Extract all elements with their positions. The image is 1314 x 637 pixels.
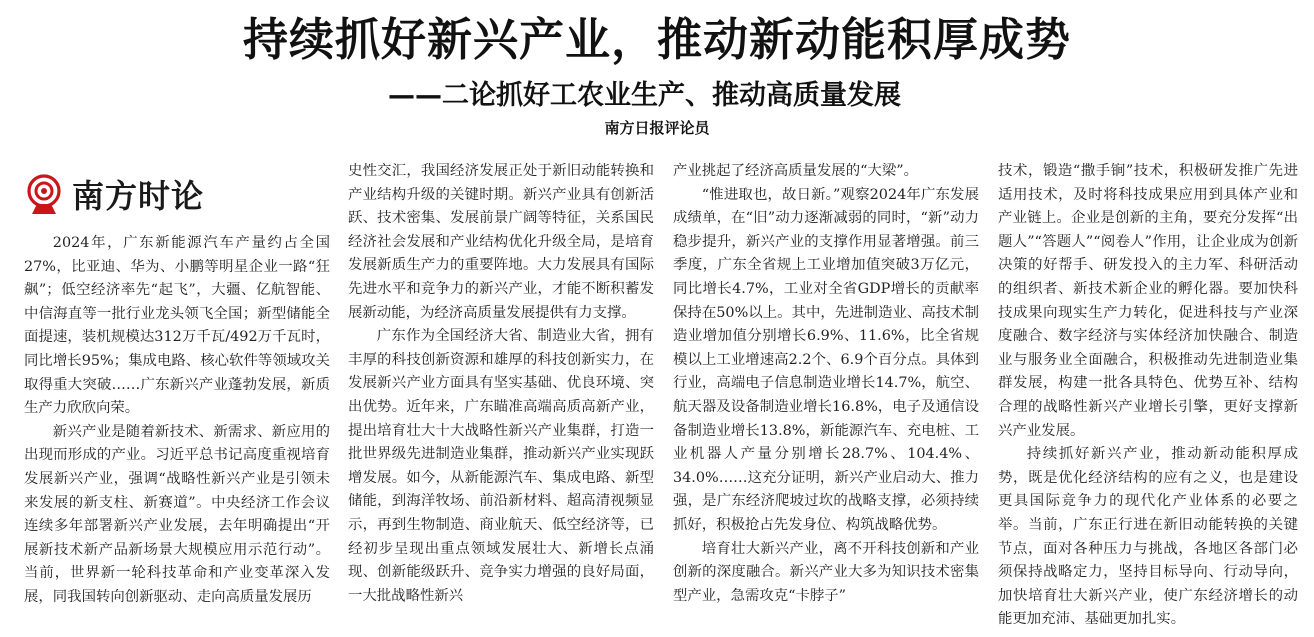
text-column-1: [24, 232, 330, 637]
paragraph: 广东作为全国经济大省、制造业大省，拥有丰厚的科技创新资源和雄厚的科技创新实力，在发展新兴产业方面具有坚实基础、优良环境、突出优势。近年来，广东瞄准高端高质高新产业，提出培育壮大十大战略性新兴产业集群，打造一批世界级先进制造业集群，推动新兴产业实现跃增发展。如今，从新能源汽车、集成电路、新型储能，到海洋牧场、前沿新材料、超高清视频显示，再到生物制造、商业航天、低空经济等，已经初步呈现出重点领域发展壮大、新增长点涌现、创新能级跃升、竞争实力增强的良好局面，一大批战略性新兴: [348, 328, 654, 604]
column-logo: [24, 170, 324, 222]
paragraph: 新兴产业是随着新技术、新需求、新应用的出现而形成的产业。习近平总书记高度重视培育发展新兴产业，强调“战略性新兴产业是引领未来发展的新支柱、新赛道”。中央经济工作会议连续多年部署新兴产业发展，去年明确提出“开展新技术新产品新场景大规模应用示范行动”。当前，世界新一轮科技革命和产业变革深入发展，同我国转向创新驱动、走向高质量发展历: [24, 423, 330, 605]
paragraph: 持续抓好新兴产业，推动新动能积厚成势，既是优化经济结构的应有之义，也是建设更具国际竞争力的现代化产业体系的必要之举。当前，广东正行进在新旧动能转换的关键节点，面对各种压力与挑战，各地区各部门必须保持战略定力，坚持目标导向、行动导向，加快培育壮大新兴产业，使广东经济增长的动能更加充沛、基础更加扎实。: [998, 446, 1298, 628]
microphone-icon: [24, 174, 64, 218]
headline: 持续抓好新兴产业，推动新动能积厚成势: [242, 13, 1071, 66]
subheadline: ——二论抓好工农业生产、推动高质量发展: [388, 80, 901, 111]
text-column-3: [673, 160, 979, 637]
column-logo-title: 南方时论: [72, 177, 205, 215]
byline: 南方日报评论员: [604, 119, 710, 137]
paragraph: “惟进取也，故日新。”观察2024年广东发展成绩单，在“旧”动力逐渐减弱的同时，“新”动力稳步提升，新兴产业的支撑作用显著增强。前三季度，广东全省规上工业增加值突破3万亿元，同比增长4.7%，工业对全省GDP增长的贡献率保持在50%以上。其中，先进制造业、高技术制造业增加值分别增长6.9%、11.6%，比全省规模以上工业增速高2.2个、6.9个百分点。具体到行业，高端电子信息制造业增长14.7%，航空、航天器及设备制造业增长16.8%，电子及通信设备制造业增长13.8%，新能源汽车、充电桩、工业机器人产量分别增长28.7%、104.4%、34.0%……这充分证明，新兴产业启动大、推力强，是广东经济爬坡过坎的战略支撑，必须持续抓好，积极抢占先发身位、构筑战略优势。: [673, 186, 979, 533]
paragraph: 史性交汇，我国经济发展正处于新旧动能转换和产业结构升级的关键时期。新兴产业具有创新活跃、技术密集、发展前景广阔等特征，关系国民经济社会发展和产业结构优化升级全局，是培育发展新质生产力的重要阵地。大力发展具有国际先进水平和竞争力的新兴产业，才能不断积蓄发展新动能，为经济高质量发展提供有力支撑。: [348, 163, 654, 321]
paragraph: 培育壮大新兴产业，离不开科技创新和产业创新的深度融合。新兴产业大多为知识技术密集型产业，急需攻克“卡脖子”: [673, 540, 979, 604]
paragraph: 2024年，广东新能源汽车产量约占全国27%，比亚迪、华为、小鹏等明星企业一路“狂飙”；低空经济率先“起飞”，大疆、亿航智能、中信海直等一批行业龙头领飞全国；新型储能全面提速，装机规模达312万千瓦/492万千瓦时，同比增长95%；集成电路、核心软件等领域攻关取得重大突破……广东新兴产业蓬勃发展，新质生产力欣欣向荣。: [24, 235, 330, 417]
paragraph: 产业挑起了经济高质量发展的“大梁”。: [673, 163, 918, 179]
text-column-4: [998, 160, 1298, 637]
paragraph: 技术，锻造“撒手锏”技术，积极研发推广先进适用技术，及时将科技成果应用到具体产业和产业链上。企业是创新的主角，要充分发挥“出题人”“答题人”“阅卷人”作用，让企业成为创新决策的好帮手、研发投入的主力军、科研活动的组织者、新技术新企业的孵化器。要加快科技成果向现实生产力转化，促进科技与产业深度融合、数字经济与实体经济加快融合、制造业与服务业全面融合，积极推动先进制造业集群发展，构建一批各具特色、优势互补、结构合理的战略性新兴产业增长引擎，更好支撑新兴产业发展。: [998, 163, 1298, 439]
text-column-2: [348, 160, 654, 637]
